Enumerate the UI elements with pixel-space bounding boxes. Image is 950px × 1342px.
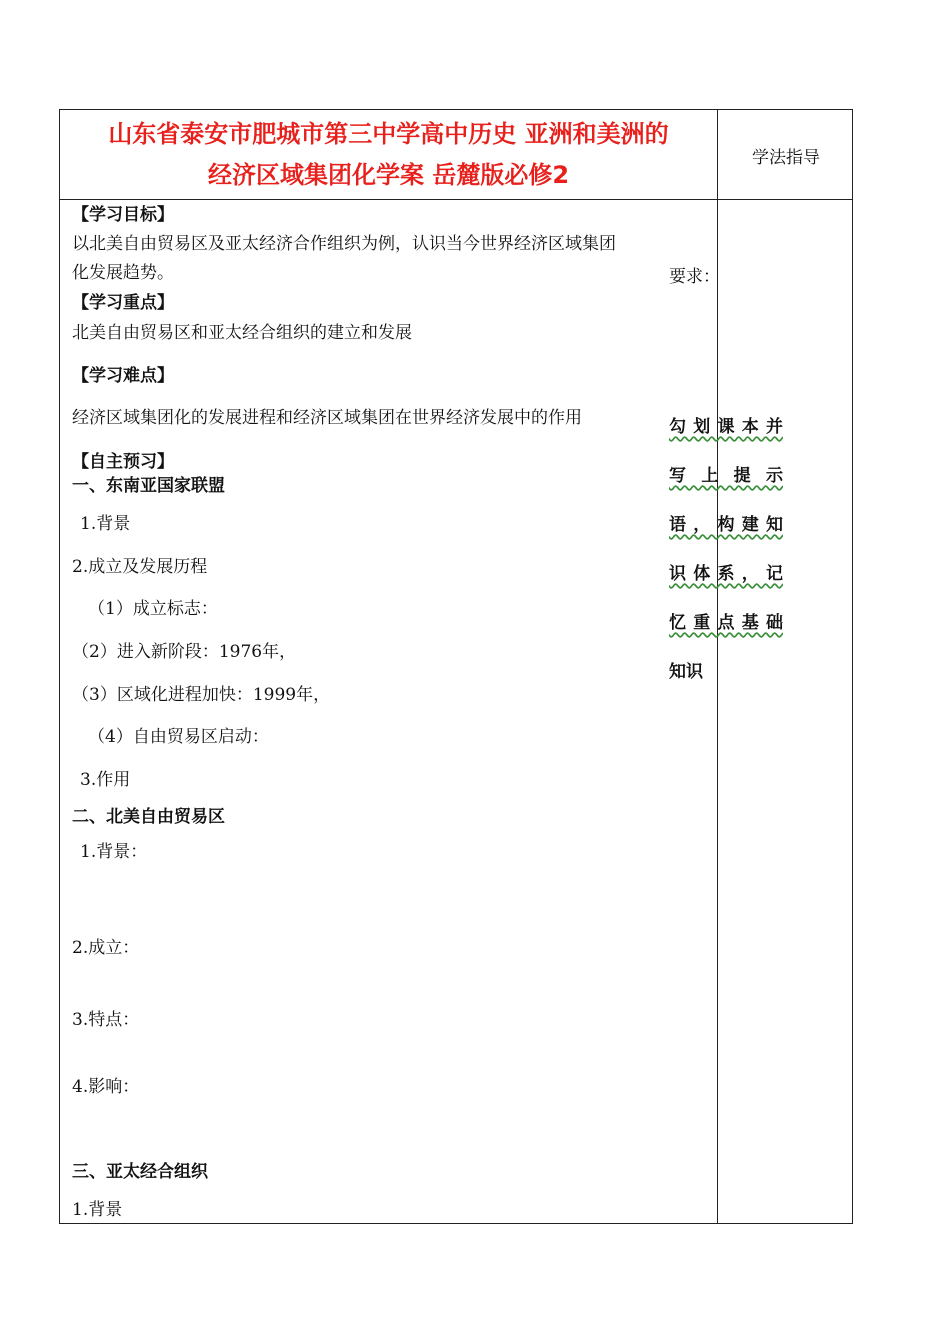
s2-item: 2.成立： xyxy=(72,938,140,958)
header-divider xyxy=(60,199,852,200)
difficult-heading: 【学习难点】 xyxy=(72,366,174,386)
goal-text-line-1: 以北美自由贸易区及亚太经济合作组织为例，认识当今世界经济区域集团 xyxy=(72,234,616,254)
s1-item: 1.背景 xyxy=(80,514,131,534)
s1-item: （1）成立标志： xyxy=(88,599,218,619)
guide-line: 识体系，记 xyxy=(669,564,783,584)
s1-item: （2）进入新阶段：1976年， xyxy=(72,642,297,662)
section-1-heading: 一、东南亚国家联盟 xyxy=(72,476,225,496)
title-line-1: 山东省泰安市肥城市第三中学高中历史 亚洲和美洲的 xyxy=(108,120,669,148)
requirement-label: 要求： xyxy=(669,267,720,287)
s1-item: （3）区域化进程加快：1999年， xyxy=(72,685,331,705)
title-line-2: 经济区域集团化学案 岳麓版必修2 xyxy=(207,161,570,189)
guide-line: 勾划课本并 xyxy=(669,417,783,437)
s3-item: 1.背景 xyxy=(72,1200,123,1220)
guide-line: 忆重点基础 xyxy=(669,613,783,633)
preview-heading: 【自主预习】 xyxy=(72,452,174,472)
key-text: 北美自由贸易区和亚太经合组织的建立和发展 xyxy=(72,323,412,343)
s2-item: 1.背景： xyxy=(80,842,148,862)
goal-heading: 【学习目标】 xyxy=(72,205,174,225)
s2-item: 3.特点： xyxy=(72,1010,140,1030)
s1-item: （4）自由贸易区启动： xyxy=(88,727,269,747)
goal-text-line-2: 化发展趋势。 xyxy=(72,263,174,283)
s1-item: 3.作用 xyxy=(80,770,131,790)
guide-line: 知识 xyxy=(669,662,703,682)
s1-item: 2.成立及发展历程 xyxy=(72,557,208,577)
difficult-text: 经济区域集团化的发展进程和经济区域集团在世界经济发展中的作用 xyxy=(72,408,582,428)
study-guide-label: 学法指导 xyxy=(752,148,820,168)
guide-line: 语，构建知 xyxy=(669,515,783,535)
s2-item: 4.影响： xyxy=(72,1077,140,1097)
section-3-heading: 三、亚太经合组织 xyxy=(72,1162,208,1182)
document-title xyxy=(60,114,717,196)
guide-line: 写上提示 xyxy=(669,466,783,486)
section-2-heading: 二、北美自由贸易区 xyxy=(72,807,225,827)
key-heading: 【学习重点】 xyxy=(72,293,174,313)
